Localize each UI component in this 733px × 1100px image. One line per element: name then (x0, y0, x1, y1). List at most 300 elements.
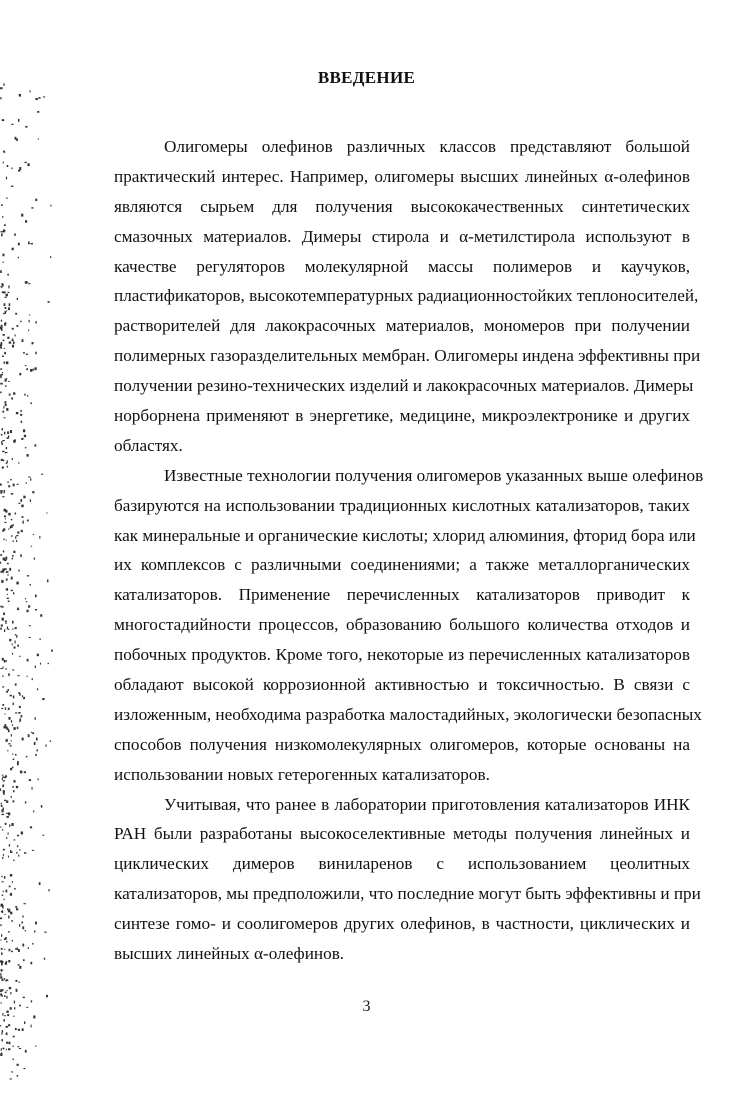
speckle (0, 917, 2, 919)
speckle (15, 683, 17, 685)
speckle (0, 788, 1, 791)
speckle (8, 673, 9, 676)
text-line: использовании новых гетерогенных катализаторов. (114, 764, 490, 784)
speckle (29, 779, 31, 781)
speckle (6, 813, 8, 814)
speckle (4, 949, 5, 950)
speckle (3, 854, 4, 856)
speckle (4, 307, 6, 309)
text-line: РАН были разработаны высокоселективные методы получения линейных и (114, 824, 690, 844)
text-line: норборнена применяют в энергетике, медицине, микроэлектронике и других (114, 406, 690, 426)
speckle (28, 477, 30, 478)
text-line: получении резино-технических изделий и лакокрасочных материалов. Димеры (114, 376, 694, 396)
speckle (27, 395, 28, 397)
speckle (1, 948, 3, 950)
speckle (1, 1032, 2, 1035)
speckle (4, 938, 6, 940)
speckle (48, 889, 49, 891)
speckle (12, 248, 14, 251)
speckle (3, 550, 4, 552)
speckle (12, 628, 13, 629)
speckle (30, 478, 31, 480)
speckle (33, 534, 34, 535)
speckle (15, 536, 16, 539)
speckle (0, 554, 2, 555)
speckle (1, 234, 2, 236)
speckle (23, 429, 25, 432)
speckle (2, 910, 3, 913)
speckle (16, 908, 18, 910)
speckle (17, 835, 19, 837)
speckle (16, 989, 17, 990)
speckle (13, 342, 15, 344)
speckle (5, 660, 7, 662)
speckle (6, 571, 8, 573)
speckle (4, 800, 6, 801)
speckle (24, 852, 26, 853)
speckle (13, 800, 15, 802)
speckle (11, 951, 13, 952)
speckle (5, 992, 7, 994)
speckle (6, 378, 7, 379)
speckle (11, 525, 13, 528)
speckle (2, 254, 4, 257)
text-line: катализаторов, мы предположили, что последние могут быть эффективны и при (114, 884, 701, 904)
speckle (1, 320, 2, 322)
speckle (2, 606, 3, 608)
speckle (31, 207, 33, 208)
speckle (10, 740, 11, 741)
speckle (2, 334, 4, 336)
text-line: катализаторов. Применение перечисленных катализаторов приводит к (114, 585, 690, 605)
speckle (10, 992, 11, 994)
speckle (6, 589, 8, 590)
speckle (11, 720, 12, 723)
speckle (25, 220, 27, 222)
speckle (15, 980, 17, 982)
speckle (16, 535, 18, 536)
speckle (5, 621, 7, 623)
speckle (30, 826, 32, 828)
speckle (11, 519, 12, 520)
speckle (3, 558, 5, 561)
speckle (15, 948, 17, 949)
speckle (1, 803, 2, 805)
speckle (3, 362, 5, 364)
speckle (19, 849, 20, 850)
speckle (11, 734, 12, 737)
speckle (2, 675, 3, 676)
speckle (27, 659, 29, 662)
speckle (6, 890, 8, 893)
speckle (7, 563, 9, 564)
speckle (15, 906, 17, 908)
speckle (20, 771, 22, 774)
speckle (5, 518, 6, 519)
speckle (0, 383, 2, 385)
speckle (0, 347, 2, 349)
speckle (25, 801, 26, 803)
speckle (22, 695, 23, 697)
speckle (19, 966, 21, 969)
speckle (1, 805, 3, 807)
speckle (12, 524, 13, 526)
speckle (5, 775, 7, 777)
speckle (50, 205, 51, 207)
speckle (25, 162, 27, 163)
speckle (4, 323, 6, 326)
speckle (8, 743, 10, 744)
speckle (2, 496, 4, 497)
speckle (8, 729, 10, 732)
speckle (18, 964, 20, 965)
speckle (8, 600, 10, 602)
speckle (38, 97, 40, 99)
speckle (11, 920, 13, 921)
speckle (29, 637, 31, 638)
speckle (4, 151, 5, 153)
speckle (16, 852, 17, 854)
speckle (6, 1032, 8, 1035)
speckle (8, 485, 10, 487)
speckle (1, 459, 3, 461)
speckle (8, 1024, 10, 1026)
speckle (8, 931, 10, 932)
speckle (0, 270, 2, 273)
speckle (12, 555, 14, 556)
page-title: ВВЕДЕНИЕ (317, 68, 416, 87)
speckle (0, 976, 2, 978)
speckle (29, 90, 30, 92)
speckle (37, 688, 38, 690)
speckle (25, 435, 26, 436)
text-line: обладают высокой коррозионной активностью и токсичностью. В связи с (114, 675, 690, 695)
speckle (3, 849, 5, 851)
speckle (5, 914, 6, 915)
speckle (8, 513, 10, 516)
speckle (7, 274, 9, 276)
speckle (11, 124, 13, 125)
speckle (8, 481, 9, 483)
speckle (11, 398, 13, 400)
text-line: практический интерес. Например, олигомеры высших линейных α-олефинов (114, 166, 690, 186)
speckle (8, 915, 9, 918)
text-line: пластификаторов, высокотемпературных радиационностойких теплоносителей, (114, 286, 699, 306)
speckle (24, 771, 26, 773)
speckle (3, 528, 5, 530)
speckle (31, 546, 32, 547)
speckle (8, 629, 10, 630)
speckle (3, 229, 5, 232)
speckle (24, 394, 25, 396)
speckle (12, 1046, 13, 1047)
speckle (5, 311, 7, 314)
speckle (11, 796, 12, 798)
text-line: изложенным, необходима разработка малостадийных, экологически безопасных (114, 704, 702, 724)
speckle (22, 516, 24, 518)
speckle (44, 932, 46, 933)
speckle (0, 562, 1, 564)
speckle (20, 554, 22, 556)
speckle (29, 625, 31, 626)
speckle (1, 624, 3, 626)
speckle (6, 361, 8, 364)
speckle (17, 298, 18, 300)
speckle (19, 167, 21, 170)
speckle (13, 440, 15, 443)
speckle (34, 558, 35, 560)
speckle (9, 394, 11, 396)
speckle (8, 717, 10, 720)
speckle (1, 283, 2, 285)
speckle (39, 536, 40, 539)
speckle (19, 706, 21, 708)
speckle (51, 650, 53, 652)
speckle (25, 365, 26, 366)
speckle (4, 401, 6, 403)
speckle (44, 958, 45, 960)
speckle (22, 926, 24, 929)
speckle (26, 756, 28, 757)
speckle (8, 285, 9, 288)
speckle (46, 744, 47, 747)
speckle (18, 1029, 20, 1031)
speckle (16, 540, 17, 542)
speckle (4, 995, 6, 997)
speckle (4, 724, 6, 726)
text-line: Олигомеры олефинов различных классов представляют большой (164, 137, 690, 156)
speckle (0, 344, 1, 347)
speckle (4, 568, 6, 570)
speckle (22, 915, 23, 918)
speckle (26, 368, 28, 370)
speckle (35, 199, 37, 201)
speckle (34, 930, 35, 932)
speckle (2, 881, 4, 882)
speckle (10, 695, 12, 697)
speckle (11, 1071, 13, 1072)
speckle (19, 718, 21, 721)
speckle (3, 440, 5, 441)
text-line: качестве регуляторов молекулярной массы полимеров и каучуков, (114, 256, 690, 276)
speckle (9, 303, 11, 306)
speckle (43, 835, 45, 836)
speckle (13, 540, 14, 542)
speckle (19, 693, 20, 696)
speckle (35, 754, 37, 756)
speckle (35, 922, 37, 925)
speckle (8, 812, 10, 815)
speckle (7, 990, 8, 991)
speckle (13, 839, 15, 840)
body-text (114, 132, 704, 969)
speckle (7, 750, 8, 751)
speckle (15, 313, 17, 315)
speckle (16, 582, 18, 585)
speckle (9, 639, 11, 642)
speckle (8, 689, 9, 691)
speckle (35, 609, 37, 610)
speckle (38, 778, 39, 780)
speckle (2, 704, 4, 706)
speckle (6, 691, 8, 692)
speckle (0, 668, 2, 669)
speckle (2, 340, 4, 341)
speckle (18, 170, 20, 172)
text-line: способов получения низкомолекулярных олигомеров, которые основаны на (114, 734, 690, 754)
speckle (0, 97, 1, 100)
speckle (17, 531, 19, 533)
speckle (21, 438, 23, 440)
speckle (3, 261, 4, 262)
speckle (24, 1021, 25, 1024)
speckle (2, 451, 4, 452)
speckle (32, 491, 34, 493)
speckle (4, 522, 6, 523)
speckle (13, 790, 14, 792)
speckle (13, 780, 15, 782)
speckle (17, 727, 19, 729)
speckle (6, 1042, 8, 1044)
speckle (35, 352, 36, 355)
speckle (12, 724, 13, 726)
speckle (29, 320, 30, 323)
speckle (32, 342, 34, 344)
speckle (27, 520, 29, 522)
speckle (18, 503, 20, 504)
speckle (5, 707, 6, 709)
text-line: их комплексов с различными соединениями; а также металлорганических (114, 555, 690, 575)
speckle (5, 379, 7, 382)
speckle (27, 163, 29, 166)
speckle (8, 832, 9, 834)
paragraph (114, 132, 701, 461)
speckle (5, 962, 7, 965)
speckle (6, 579, 8, 581)
speckle (8, 1048, 10, 1050)
speckle (2, 829, 3, 831)
text-line: синтезе гомо- и соолигомеров других олефинов, в частности, циклических и (114, 914, 690, 934)
speckle (42, 698, 44, 700)
speckle (35, 1045, 36, 1046)
speckle (21, 214, 23, 217)
speckle (26, 354, 28, 355)
speckle (4, 224, 6, 226)
speckle (25, 1050, 27, 1053)
speckle (1, 708, 3, 709)
speckle (13, 758, 15, 759)
speckle (31, 732, 32, 733)
speckle (1, 581, 3, 583)
speckle (2, 686, 4, 687)
speckle (9, 342, 11, 344)
speckle (21, 505, 23, 508)
speckle (0, 1025, 1, 1026)
speckle (3, 1019, 5, 1021)
speckle (3, 780, 5, 781)
text-line: областях. (114, 435, 183, 455)
speckle (32, 787, 33, 790)
speckle (15, 712, 17, 713)
speckle (9, 886, 11, 888)
speckle (10, 745, 12, 746)
speckle (16, 325, 18, 327)
speckle (2, 894, 4, 895)
text-line: полимерных газоразделительных мембран. Олигомеры индена эффективны при (114, 346, 701, 366)
text-line: смазочных материалов. Димеры стирола и α-метилстирола используют в (114, 226, 690, 246)
speckle (18, 257, 19, 258)
speckle (6, 294, 8, 297)
speckle (0, 989, 2, 992)
speckle (16, 635, 17, 638)
speckle (13, 646, 15, 648)
speckle (9, 568, 11, 571)
speckle (40, 663, 41, 665)
text-line: Известные технологии получения олигомеров указанных выше олефинов (164, 465, 704, 485)
speckle (1, 287, 2, 288)
speckle (4, 297, 6, 298)
speckle (20, 414, 22, 416)
speckle (21, 530, 23, 532)
speckle (8, 529, 9, 530)
text-line: многостадийности процессов, образованию большого количества отходов и (114, 615, 690, 635)
speckle (4, 660, 5, 663)
speckle (2, 466, 4, 468)
speckle (1, 952, 2, 955)
speckle (19, 373, 21, 375)
speckle (5, 557, 7, 560)
speckle (12, 558, 13, 560)
speckle (3, 1048, 5, 1050)
speckle (35, 98, 37, 100)
speckle (32, 678, 33, 680)
speckle (16, 412, 18, 414)
speckle (1, 441, 2, 444)
speckle (2, 291, 4, 293)
speckle (7, 816, 9, 818)
speckle (1, 1039, 3, 1041)
speckle (4, 490, 5, 492)
speckle (7, 165, 9, 167)
speckle (2, 778, 3, 780)
speckle (11, 590, 13, 591)
speckle (28, 242, 30, 245)
speckle (12, 458, 13, 460)
speckle (0, 628, 2, 630)
speckle (6, 941, 7, 943)
speckle (10, 874, 12, 877)
speckle (8, 1042, 10, 1045)
speckle (3, 793, 5, 795)
speckle (23, 697, 25, 699)
speckle (26, 282, 28, 284)
speckle (18, 609, 20, 610)
speckle (1, 374, 3, 375)
speckle (29, 315, 30, 316)
speckle (12, 754, 13, 755)
speckle (12, 328, 14, 330)
speckle (37, 111, 39, 113)
speckle (5, 623, 7, 624)
speckle (30, 584, 31, 586)
speckle (37, 654, 39, 657)
speckle (3, 891, 4, 892)
speckle (4, 515, 6, 517)
speckle (17, 762, 19, 765)
speckle (32, 943, 33, 945)
speckle (17, 484, 19, 485)
speckle (23, 496, 25, 499)
